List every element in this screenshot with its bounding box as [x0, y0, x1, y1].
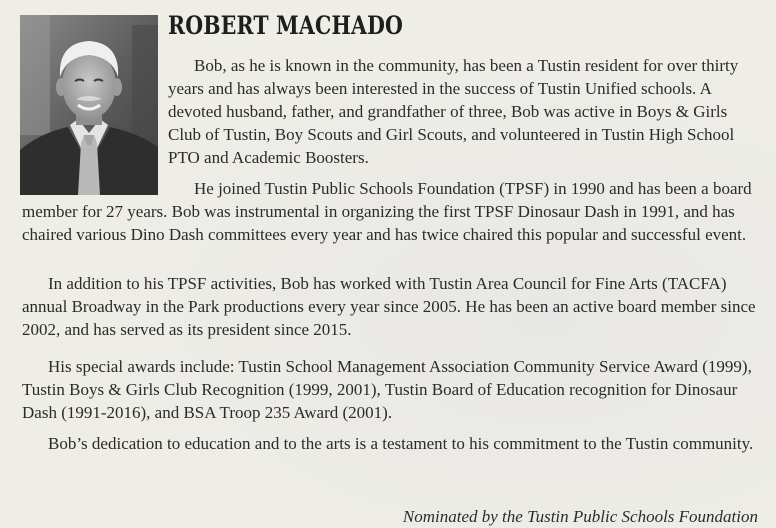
bio-paragraph-awards: His special awards include: Tustin School Management Association Community Service Award (1999), Tustin Boys & Girls Club Recognition (1999, 2001), Tustin Board of Education recognition for Dinosaur Dash (1991-2016), and BSA Troop 235 Award (2001).: [22, 357, 752, 422]
portrait-photo: [20, 15, 158, 195]
bio-paragraph-intro: Bob, as he is known in the community, has been a Tustin resident for over thirty years and has always been interested in the success of Tustin Unified schools. A devoted husband, father, and grandfather of three, Bob was active in Boys & Girls Club of Tustin, Boy Scouts and Girl Scouts, and volunteered in Tustin High School PTO and Academic Boosters.: [168, 56, 739, 167]
bio-paragraph-tpsf: He joined Tustin Public Schools Foundation (TPSF) in 1990 and has been a board member for 27 years. Bob was instrumental in organizing the first TPSF Dinosaur Dash in 1991, and has chaired various Dino Dash committees every year and has twice chaired this popular and successful event.: [22, 179, 752, 244]
bio-paragraph-closing: Bob’s dedication to education and to the arts is a testament to his commitment to the Tustin community.: [48, 434, 754, 453]
bio-paragraph-tacfa: In addition to his TPSF activities, Bob has worked with Tustin Area Council for Fine Arts (TACFA) annual Broadway in the Park productions every year since 2005. He has been an active board member since 2002, and has served as its president since 2015.: [22, 274, 756, 339]
portrait-image: [20, 15, 158, 195]
nomination-credit: Nominated by the Tustin Public Schools Foundation: [402, 507, 758, 526]
person-name: ROBERT MACHADO: [168, 11, 404, 40]
